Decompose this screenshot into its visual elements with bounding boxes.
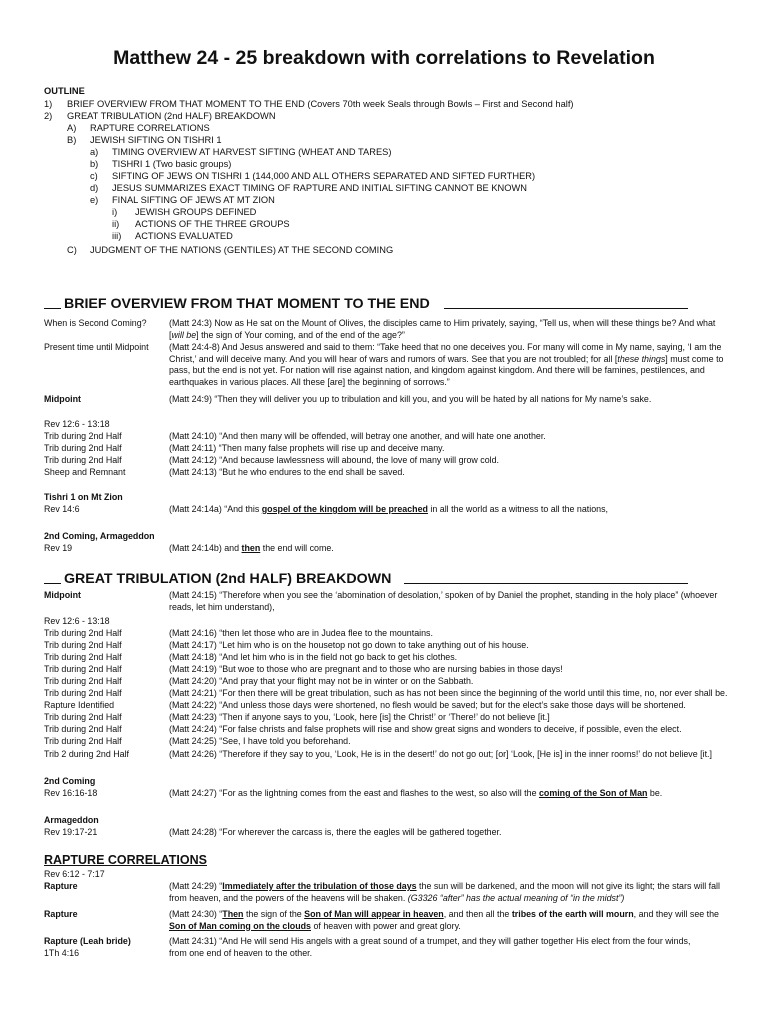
row-label: Trib during 2nd Half: [44, 664, 122, 674]
verse-text: (Matt 24:12) “And because lawlessness will abound, the love of many will grow cold.: [169, 455, 500, 465]
verse-text: (Matt 24:4-8) And Jesus answered and said to them: “Take heed that no one deceives you. For many will come in My name, saying, ‘I am the Christ,’ and will deceive many. And you will hear of wars and rumors of wars. See that you are not troubled; for all [these things] must come to pass, but the end is not yet. For nation will rise against nation, and kingdom against kingdom. And there will be famines, pestilences, and earthquakes in various places. All these [are] the beginning of sorrows.”: [169, 342, 724, 388]
outline-num: b): [90, 159, 99, 169]
row-label: Rapture: [44, 909, 78, 919]
verse-text: (Matt 24:20) “And pray that your flight may not be in winter or on the Sabbath.: [169, 676, 474, 686]
verse-text: (Matt 24:21) “For then there will be great tribulation, such as has not been since the beginning of the world until this time, no, nor ever shall be.: [169, 688, 728, 698]
row-label: Trib during 2nd Half: [44, 652, 122, 662]
outline-num: d): [90, 183, 99, 193]
verse-text: (Matt 24:18) “And let him who is in the field not go back to get his clothes.: [169, 652, 458, 662]
verse-text: (Matt 24:28) “For wherever the carcass is, there the eagles will be gathered together.: [169, 827, 502, 837]
outline-item: JUDGMENT OF THE NATIONS (GENTILES) AT THE SECOND COMING: [90, 245, 394, 255]
page-title: Matthew 24 - 25 breakdown with correlations to Revelation: [113, 47, 655, 69]
row-label: Trib during 2nd Half: [44, 676, 122, 686]
row-label: 2nd Coming: [44, 776, 96, 786]
verse-text: (Matt 24:25) “See, I have told you beforehand.: [169, 736, 351, 746]
row-label: Rev 16:16-18: [44, 788, 98, 798]
row-label: Trib during 2nd Half: [44, 431, 122, 441]
row-label: Trib during 2nd Half: [44, 640, 122, 650]
outline-num: A): [67, 123, 77, 133]
verse-text: (Matt 24:29) “Immediately after the tribulation of those days the sun will be darkened, and the moon will not give its light; the stars will fall from heaven, and the powers of the heavens will be shaken. (G3326 “after” has the actual meaning of “in the midst”): [169, 881, 720, 903]
verse-text: (Matt 24:3) Now as He sat on the Mount of Olives, the disciples came to Him privately, saying, “Tell us, when will these things be? And what [will be] the sign of Your coming, and of the end of the age?”: [169, 318, 716, 340]
row-label: Trib during 2nd Half: [44, 712, 122, 722]
subsection-heading-rapture: RAPTURE CORRELATIONS: [44, 853, 207, 867]
row-label: Trib during 2nd Half: [44, 688, 122, 698]
outline-item: JEWISH SIFTING ON TISHRI 1: [90, 135, 222, 145]
section-rule-left: [44, 308, 61, 309]
row-label: Rapture Identified: [44, 700, 115, 710]
outline-item: BRIEF OVERVIEW FROM THAT MOMENT TO THE END (Covers 70th week Seals through Bowls – First and Second half): [67, 99, 574, 109]
row-label: Rev 6:12 - 7:17: [44, 869, 105, 879]
outline-item: GREAT TRIBULATION (2nd HALF) BREAKDOWN: [67, 111, 276, 121]
row-label: Armageddon: [44, 815, 99, 825]
section-heading-tribulation: GREAT TRIBULATION (2nd HALF) BREAKDOWN: [64, 571, 392, 587]
row-label: Tishri 1 on Mt Zion: [44, 492, 123, 502]
outline-num: ii): [112, 219, 120, 229]
row-label: Rev 12:6 - 13:18: [44, 616, 110, 626]
outline-num: 2): [44, 111, 53, 121]
row-label: Trib during 2nd Half: [44, 628, 122, 638]
section-rule-left: [44, 583, 61, 584]
outline-item: JEWISH GROUPS DEFINED: [135, 207, 257, 217]
outline-heading: OUTLINE: [44, 86, 85, 96]
outline-num: C): [67, 245, 77, 255]
verse-text: (Matt 24:27) “For as the lightning comes from the east and flashes to the west, so also will the coming of the Son of Man be.: [169, 788, 663, 798]
verse-text: (Matt 24:24) “For false christs and false prophets will rise and show great signs and wonders to deceive, if possible, even the elect.: [169, 724, 682, 734]
verse-text: (Matt 24:14b) and then the end will come.: [169, 543, 334, 553]
section-rule-right: [404, 583, 688, 584]
row-label: Rev 14:6: [44, 504, 80, 514]
row-label: Trib during 2nd Half: [44, 443, 122, 453]
verse-text: (Matt 24:9) “Then they will deliver you up to tribulation and kill you, and you will be hated by all nations for My name’s sake.: [169, 394, 652, 404]
section-heading-overview: BRIEF OVERVIEW FROM THAT MOMENT TO THE END: [64, 296, 430, 312]
verse-text: (Matt 24:26) “Therefore if they say to you, ‘Look, He is in the desert!’ do not go out; [or] ‘Look, [He is] in the inner rooms!’ do not believe [it.]: [169, 749, 712, 759]
row-label: Present time until Midpoint: [44, 342, 149, 352]
verse-text: (Matt 24:14a) “And this gospel of the kingdom will be preached in all the world as a witness to all the nations,: [169, 504, 608, 514]
verse-text: (Matt 24:13) “But he who endures to the end shall be saved.: [169, 467, 405, 477]
row-label: Trib during 2nd Half: [44, 724, 122, 734]
outline-num: B): [67, 135, 77, 145]
row-label: Rev 19:17-21: [44, 827, 98, 837]
outline-item: RAPTURE CORRELATIONS: [90, 123, 210, 133]
verse-text: (Matt 24:17) “Let him who is on the housetop not go down to take anything out of his house.: [169, 640, 529, 650]
section-rule-right: [444, 308, 688, 309]
verse-text: (Matt 24:23) “Then if anyone says to you, ‘Look, here [is] the Christ!’ or ‘There!’ do not believe [it.]: [169, 712, 550, 722]
row-label: Midpoint: [44, 394, 81, 404]
outline-num: e): [90, 195, 99, 205]
outline-num: i): [112, 207, 118, 217]
outline-item: ACTIONS EVALUATED: [135, 231, 233, 241]
verse-text: (Matt 24:22) “And unless those days were shortened, no flesh would be saved; but for the elect’s sake those days will be shortened.: [169, 700, 686, 710]
verse-text: (Matt 24:30) “Then the sign of the Son of Man will appear in heaven, and then all the tribes of the earth will mourn, and they will see the Son of Man coming on the clouds of heaven with power and great glory.: [169, 909, 719, 931]
verse-text: (Matt 24:16) “then let those who are in Judea flee to the mountains.: [169, 628, 433, 638]
row-label: Trib during 2nd Half: [44, 736, 122, 746]
outline-num: a): [90, 147, 99, 157]
row-label: Rev 19: [44, 543, 73, 553]
row-label: Rev 12:6 - 13:18: [44, 419, 110, 429]
row-label: Sheep and Remnant: [44, 467, 126, 477]
verse-text: (Matt 24:19) “But woe to those who are pregnant and to those who are nursing babies in those days!: [169, 664, 563, 674]
row-label: When is Second Coming?: [44, 318, 147, 328]
verse-text: (Matt 24:10) “And then many will be offended, will betray one another, and will hate one another.: [169, 431, 546, 441]
row-label: Trib during 2nd Half: [44, 455, 122, 465]
outline-item: TISHRI 1 (Two basic groups): [112, 159, 232, 169]
outline-item: JESUS SUMMARIZES EXACT TIMING OF RAPTURE AND INITIAL SIFTING CANNOT BE KNOWN: [112, 183, 527, 193]
verse-text: (Matt 24:11) “Then many false prophets will rise up and deceive many.: [169, 443, 445, 453]
outline-item: TIMING OVERVIEW AT HARVEST SIFTING (WHEAT AND TARES): [112, 147, 392, 157]
outline-item: SIFTING OF JEWS ON TISHRI 1 (144,000 AND ALL OTHERS SEPARATED AND SIFTED FURTHER): [112, 171, 536, 181]
outline-item: ACTIONS OF THE THREE GROUPS: [135, 219, 290, 229]
row-label: Trib 2 during 2nd Half: [44, 749, 130, 759]
outline-num: 1): [44, 99, 53, 109]
row-label: Rapture: [44, 881, 78, 891]
row-label: Midpoint: [44, 590, 81, 600]
row-label: 2nd Coming, Armageddon: [44, 531, 155, 541]
verse-text: (Matt 24:15) “Therefore when you see the ‘abomination of desolation,’ spoken of by Daniel the prophet, standing in the holy place” (whoever reads, let him understand),: [169, 590, 718, 612]
outline-num: c): [90, 171, 98, 181]
row-label: Rapture (Leah bride): [44, 936, 131, 946]
verse-text: from one end of heaven to the other.: [169, 948, 313, 958]
verse-text: (Matt 24:31) “And He will send His angels with a great sound of a trumpet, and they will gather together His elect from the four winds,: [169, 936, 691, 946]
outline-num: iii): [112, 231, 122, 241]
row-label: 1Th 4:16: [44, 948, 80, 958]
outline-item: FINAL SIFTING OF JEWS AT MT ZION: [112, 195, 275, 205]
